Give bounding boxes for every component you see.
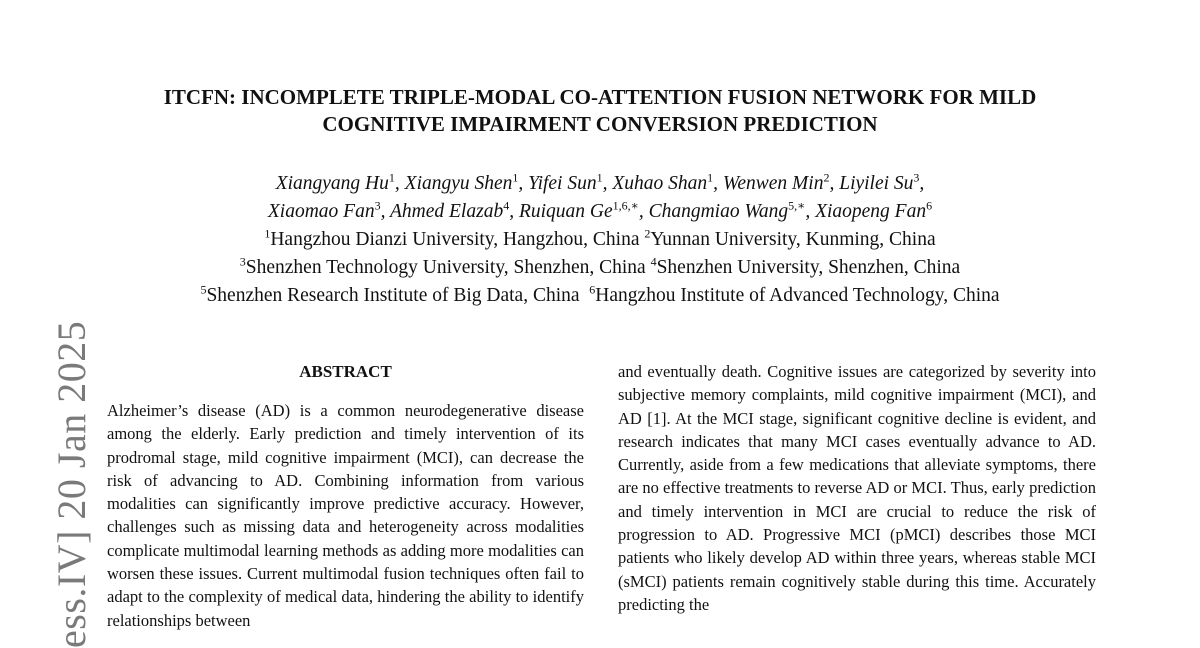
affiliation-line-2 <box>100 254 1100 282</box>
author-name: Xuhao Shan <box>612 173 708 194</box>
author-line-2: Xiaomao Fan$^3$, Ahmed Elazab$^4$, Ruiquan $Ge^{1,6,∗}$, Changmiao Wang$^{5,∗}$, Xiaopeng Fan$^6$ <box>267 198 933 222</box>
affiliation-number: 5 <box>200 282 207 297</box>
left-column <box>107 360 584 632</box>
author-affiliation-mark: 1 <box>512 170 519 185</box>
author-affiliation-mark: 3 <box>374 198 381 213</box>
author-line-1: Xiangyang Hu$^1$, Xiangyu Shen$^1$, Yifei Sun$^1$, Xuhao Shan$^1$, Wenwen Min$^2$, Liyilei Su$^3$, <box>275 170 925 194</box>
title-line-2: COGNITIVE IMPAIRMENT CONVERSION PREDICTION <box>322 112 878 136</box>
affiliation-number: 4 <box>650 254 657 269</box>
affiliation-number: 1 <box>264 226 271 241</box>
author-affiliation-mark: 5,∗ <box>788 198 806 213</box>
author-affiliation-mark: 4 <box>503 198 510 213</box>
affiliation-line-3 <box>100 282 1100 310</box>
author-name: Ahmed Elazab <box>390 201 504 222</box>
author-name: Xiangyang Hu <box>275 173 389 194</box>
author-name: Yifei Sun <box>528 173 597 194</box>
author-affiliation-mark: 1,6,∗ <box>612 198 639 213</box>
author-affiliation-mark: 1 <box>707 170 714 185</box>
affiliation-text: Hangzhou Dianzi University, Hangzhou, China <box>270 229 640 250</box>
abstract-heading: ABSTRACT <box>299 362 392 381</box>
affiliation-text: Shenzhen Research Institute of Big Data, China <box>206 285 580 306</box>
introduction-paragraph: and eventually death. Cognitive issues are categorized by severity into subjective memory complaints, mild cognitive impairment (MCI), and AD [1]. At the MCI stage, significant cognitive decline is evident, and research indicates that many MCI cases eventually advance to AD. Currently, aside from a few medications that alleviate symptoms, there are no effective treatments to reverse AD or MCI. Thus, early prediction and timely intervention in MCI are crucial to reduce the risk of progression to AD. Progressive MCI (pMCI) describes those MCI patients who likely develop AD within three years, whereas stable MCI (sMCI) patients remain cognitively stable during this time. Accurately predicting the <box>618 362 1096 614</box>
author-name: Xiaopeng Fan <box>815 201 927 222</box>
abstract-paragraph: Alzheimer’s disease (AD) is a common neurodegenerative disease among the elderly. Early prediction and timely intervention of its prodromal stage, mild cognitive impairment (MCI), can decrease the risk of advancing to AD. Combining information from various modalities can significantly improve predictive accuracy. However, challenges such as missing data and heterogeneity across modalities complicate multimodal learning methods as adding more modalities can worsen these issues. Current multimodal fusion techniques often fail to adapt to the complexity of medical data, hindering the ability to identify relationships between <box>107 401 584 630</box>
author-name: Changmiao Wang <box>648 201 789 222</box>
affiliation-text: Yunnan University, Kunming, China <box>650 229 936 250</box>
author-block <box>100 170 1100 310</box>
author-name: Xiangyu Shen <box>404 173 513 194</box>
author-affiliation-mark: 2 <box>823 170 830 185</box>
author-name: Liyilei Su <box>839 173 914 194</box>
title-line-1: ITCFN: INCOMPLETE TRIPLE-MODAL CO-ATTENTION FUSION NETWORK FOR MILD <box>163 85 1037 109</box>
affiliation-number: 6 <box>589 282 596 297</box>
affiliation-number: 2 <box>644 226 651 241</box>
arxiv-sidebar-stamp: ess.IV] 20 Jan 2025 <box>49 320 94 648</box>
author-affiliation-mark: 6 <box>926 198 933 213</box>
right-column <box>618 360 1096 616</box>
author-name: Wenwen Min <box>722 173 824 194</box>
affiliation-text: Shenzhen University, Shenzhen, China <box>656 257 961 278</box>
author-name: Ruiquan Ge <box>518 201 613 222</box>
affiliation-line-1 <box>100 226 1100 254</box>
author-affiliation-mark: 3 <box>913 170 920 185</box>
affiliation-number: 3 <box>239 254 246 269</box>
author-name: Xiaomao Fan <box>267 201 375 222</box>
author-affiliation-mark: 1 <box>596 170 603 185</box>
affiliation-text: Shenzhen Technology University, Shenzhen, China <box>245 257 646 278</box>
author-affiliation-mark: 1 <box>388 170 395 185</box>
paper-title <box>100 84 1100 138</box>
affiliation-text: Hangzhou Institute of Advanced Technology, China <box>595 285 1000 306</box>
